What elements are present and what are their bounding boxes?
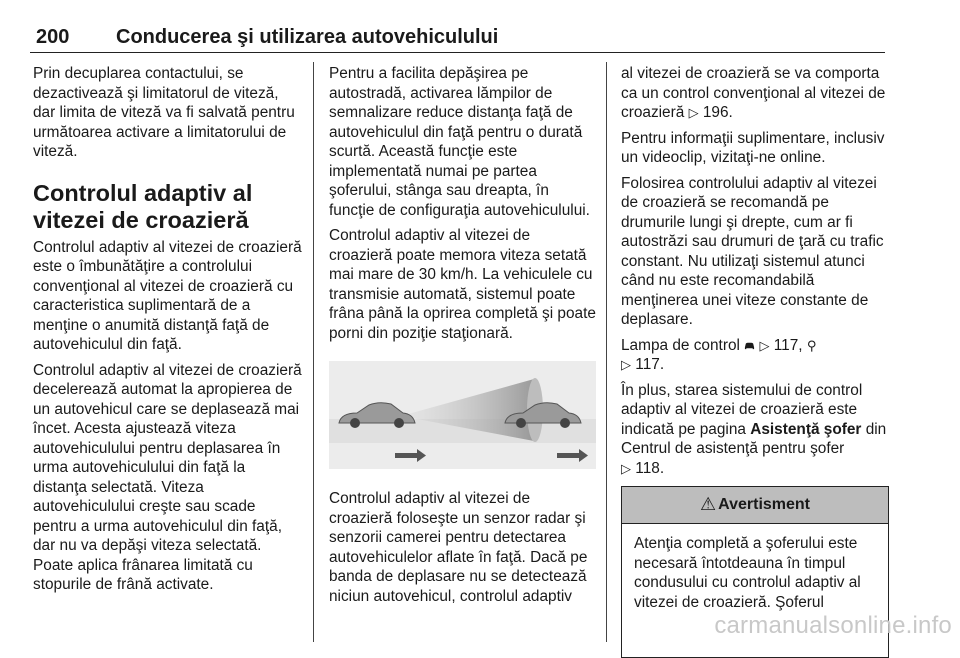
page-header [30, 26, 885, 53]
column-right [621, 64, 889, 658]
warning-header [622, 487, 888, 524]
menu-name: Asistenţă şofer [750, 420, 862, 438]
page-number: 200 [36, 26, 70, 48]
warning-body: Atenţia completă a şoferului este necesară întotdeauna în timpul condusului cu controlul adaptiv al vitezei de croazieră. Şoferul [634, 535, 861, 611]
car-icon [744, 340, 755, 351]
paragraph: Pentru a facilita depăşirea pe autostradă, activarea lămpilor de semnalizare reduce distanţa faţă de autovehiculul din faţă pentru o durată scurtă. Această funcţie este implementată numai pe partea şoferului, stânga sau dreapta, în funcţie de configuraţia autovehiculului. [329, 65, 590, 219]
paragraph: În plus, starea sistemului de control adaptiv al vitezei de croazieră este indicată pe pagina Asistenţă şofer din Centrul de asistenţă pentru şofer ▷ 118. [621, 381, 887, 477]
section-heading: Controlul adaptiv al vitezei de croazieră [33, 179, 253, 233]
paragraph: Prin decuplarea contactului, se dezactivează şi limitatorul de viteză, dar limita de viteză va fi salvată pentru următoarea activare a limitatorului de viteză. [33, 65, 295, 160]
page-ref[interactable]: 196. [702, 104, 733, 121]
paragraph: Controlul adaptiv al vitezei de croazieră este o îmbunătăţire a controlului convenţional al vitezei de croazieră cu caracteristica suplimentară de a menţine o anumită distanţă faţă de autovehiculul din faţă. [33, 238, 302, 353]
warning-triangle-icon: ⚠ [699, 494, 717, 515]
running-title: Conducerea şi utilizarea autovehiculului [116, 26, 499, 48]
paragraph: Folosirea controlului adaptiv al vitezei de croazieră se recomandă pe drumurile lungi şi drepte, cum ar fi autostrăzi sau drumuri de ţară cu trafic constant. Nu utilizaţi sistemul atunci când nu este recomandabilă menţinerea unei viteze constante de deplasare. [621, 174, 884, 328]
watermark: carmanualsonline.info [714, 612, 952, 639]
paragraph: Lampa de control ▷ 117, ⚲ ▷ 117. [621, 336, 817, 373]
page-ref[interactable]: 117. [635, 356, 665, 373]
page-ref-icon: ▷ [759, 337, 770, 353]
warning-title: Avertisment [718, 496, 811, 514]
column-middle [329, 64, 596, 612]
page-ref-icon: ▷ [621, 357, 631, 372]
paragraph: al vitezei de croazieră se va comporta ca un control convenţional al vitezei de croazieră ▷ 196. [621, 65, 886, 121]
page-ref-icon: ▷ [688, 105, 699, 120]
column-divider [313, 62, 314, 642]
page-ref[interactable]: 118. [635, 459, 665, 477]
page-ref-icon: ▷ [621, 460, 631, 476]
page-ref[interactable]: 117, [773, 336, 803, 354]
paragraph: Controlul adaptiv al vitezei de croazieră foloseşte un senzor radar şi senzorii camerei pentru detectarea autovehiculelor aflate în faţă. Dacă pe banda de deplasare nu se detectează niciun autovehicul, controlul adaptiv [329, 490, 588, 605]
paragraph: Controlul adaptiv al vitezei de croazieră poate memora viteza setată mai mare de 30 km/h. La vehiculele cu transmisie automată, sistemul poate frâna până la oprirea completă şi poate porni din poziţie staţionară. [329, 227, 596, 342]
paragraph: Pentru informaţii suplimentare, inclusiv un videoclip, vizitaţi-ne online. [621, 129, 885, 166]
column-left [33, 64, 303, 601]
acc-lamp-icon: ⚲ [806, 337, 817, 353]
paragraph: Controlul adaptiv al vitezei de croazieră decelerează automat la apropierea de un autovehicul care se deplasează mai încet. Acesta ajustează viteza autovehiculului pentru deplasarea în urma autovehiculului din faţă la distanţa selectată. Viteza autovehiculului creşte sau scade pentru a urma autovehiculul din faţă, dar nu va depăşi viteza selectată. Poate aplica frânarea limitată cu stopurile de frână activate. [33, 361, 302, 593]
column-divider [606, 62, 607, 642]
acc-radar-illustration [329, 361, 596, 469]
